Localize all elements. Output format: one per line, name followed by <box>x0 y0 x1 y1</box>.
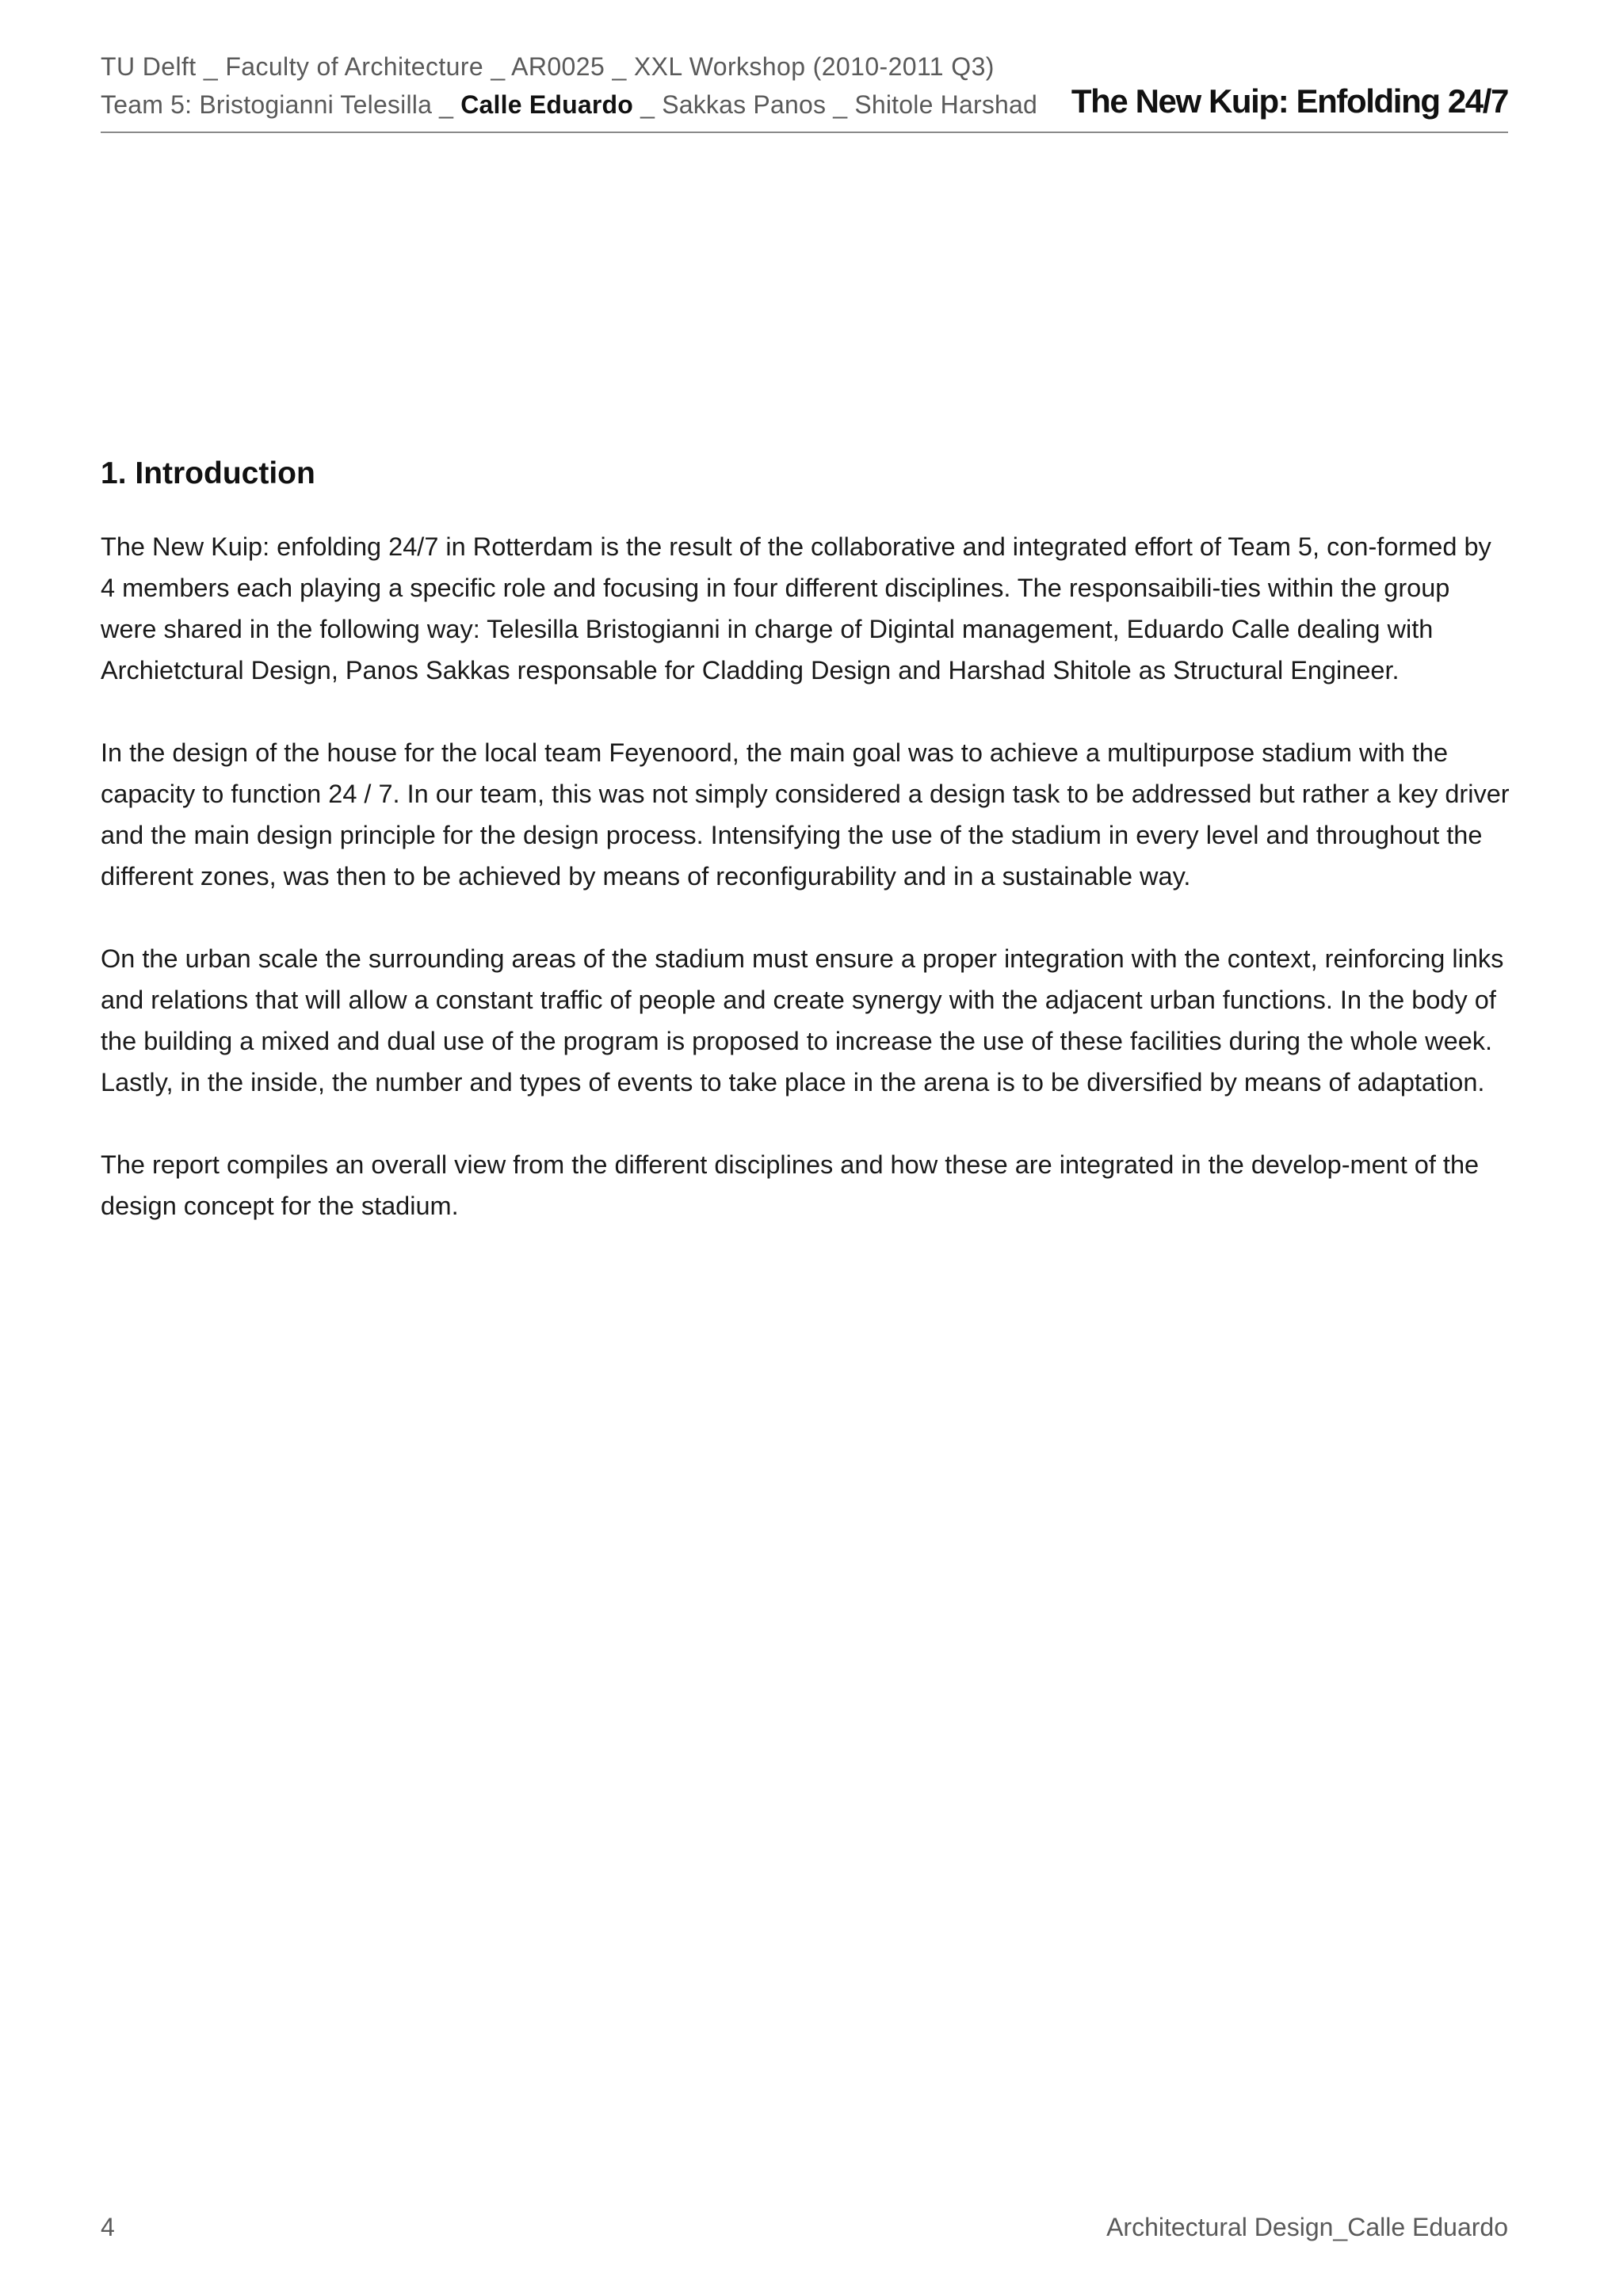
section-heading: 1. Introduction <box>101 456 315 490</box>
document-title: The New Kuip: Enfolding 24/7 <box>1071 82 1508 120</box>
paragraph: In the design of the house for the local team Feyenoord, the main goal was to achieve a multipurpose stadium with the capacity to function 24 / 7. In our team, this was not simply considered a design task to be addressed but rather a key driver and the main design principle for the design process. Intensifying the use of the stadium in every level and throughout the different zones, was then to be achieved by means of reconfigurability and in a sustainable way. <box>101 738 1510 891</box>
paragraph: On the urban scale the surrounding areas of the stadium must ensure a proper integration with the context, reinforcing links and relations that will allow a constant traffic of people and create synergy with the adjacent urban functions. In the body of the building a mixed and dual use of the program is proposed to increase the use of these facilities during the whole week. Lastly, in the inside, the number and types of events to take place in the arena is to be diversified by means of adaptation. <box>101 944 1504 1097</box>
header-institution-line: TU Delft _ Faculty of Architecture _ AR0025 _ XXL Workshop (2010-2011 Q3) <box>101 52 995 81</box>
paragraph: The report compiles an overall view from the different disciplines and how these are integrated in the develop-ment of the design concept for the stadium. <box>101 1150 1480 1220</box>
body-text <box>101 526 1511 1268</box>
page-number: 4 <box>101 2213 115 2241</box>
header-divider <box>101 132 1508 133</box>
team-member-highlight: Calle Eduardo <box>460 90 634 119</box>
header-team-line <box>101 87 1037 122</box>
paragraph: The New Kuip: enfolding 24/7 in Rotterdam is the result of the collaborative and integrated effort of Team 5, con-formed by 4 members each playing a specific role and focusing in four different disciplines. The responsaibili-ties within the group were shared in the following way: Telesilla Bristogianni in charge of Digintal management, Eduardo Calle dealing with Archietctural Design, Panos Sakkas responsable for Cladding Design and Harshad Shitole as Structural Engineer. <box>101 532 1491 685</box>
team-members-suffix: _ Sakkas Panos _ Shitole Harshad <box>633 90 1038 119</box>
page-header <box>101 49 1508 133</box>
footer-credit: Architectural Design_Calle Eduardo <box>1106 2213 1508 2241</box>
team-members-prefix: Team 5: Bristogianni Telesilla _ <box>101 90 461 119</box>
